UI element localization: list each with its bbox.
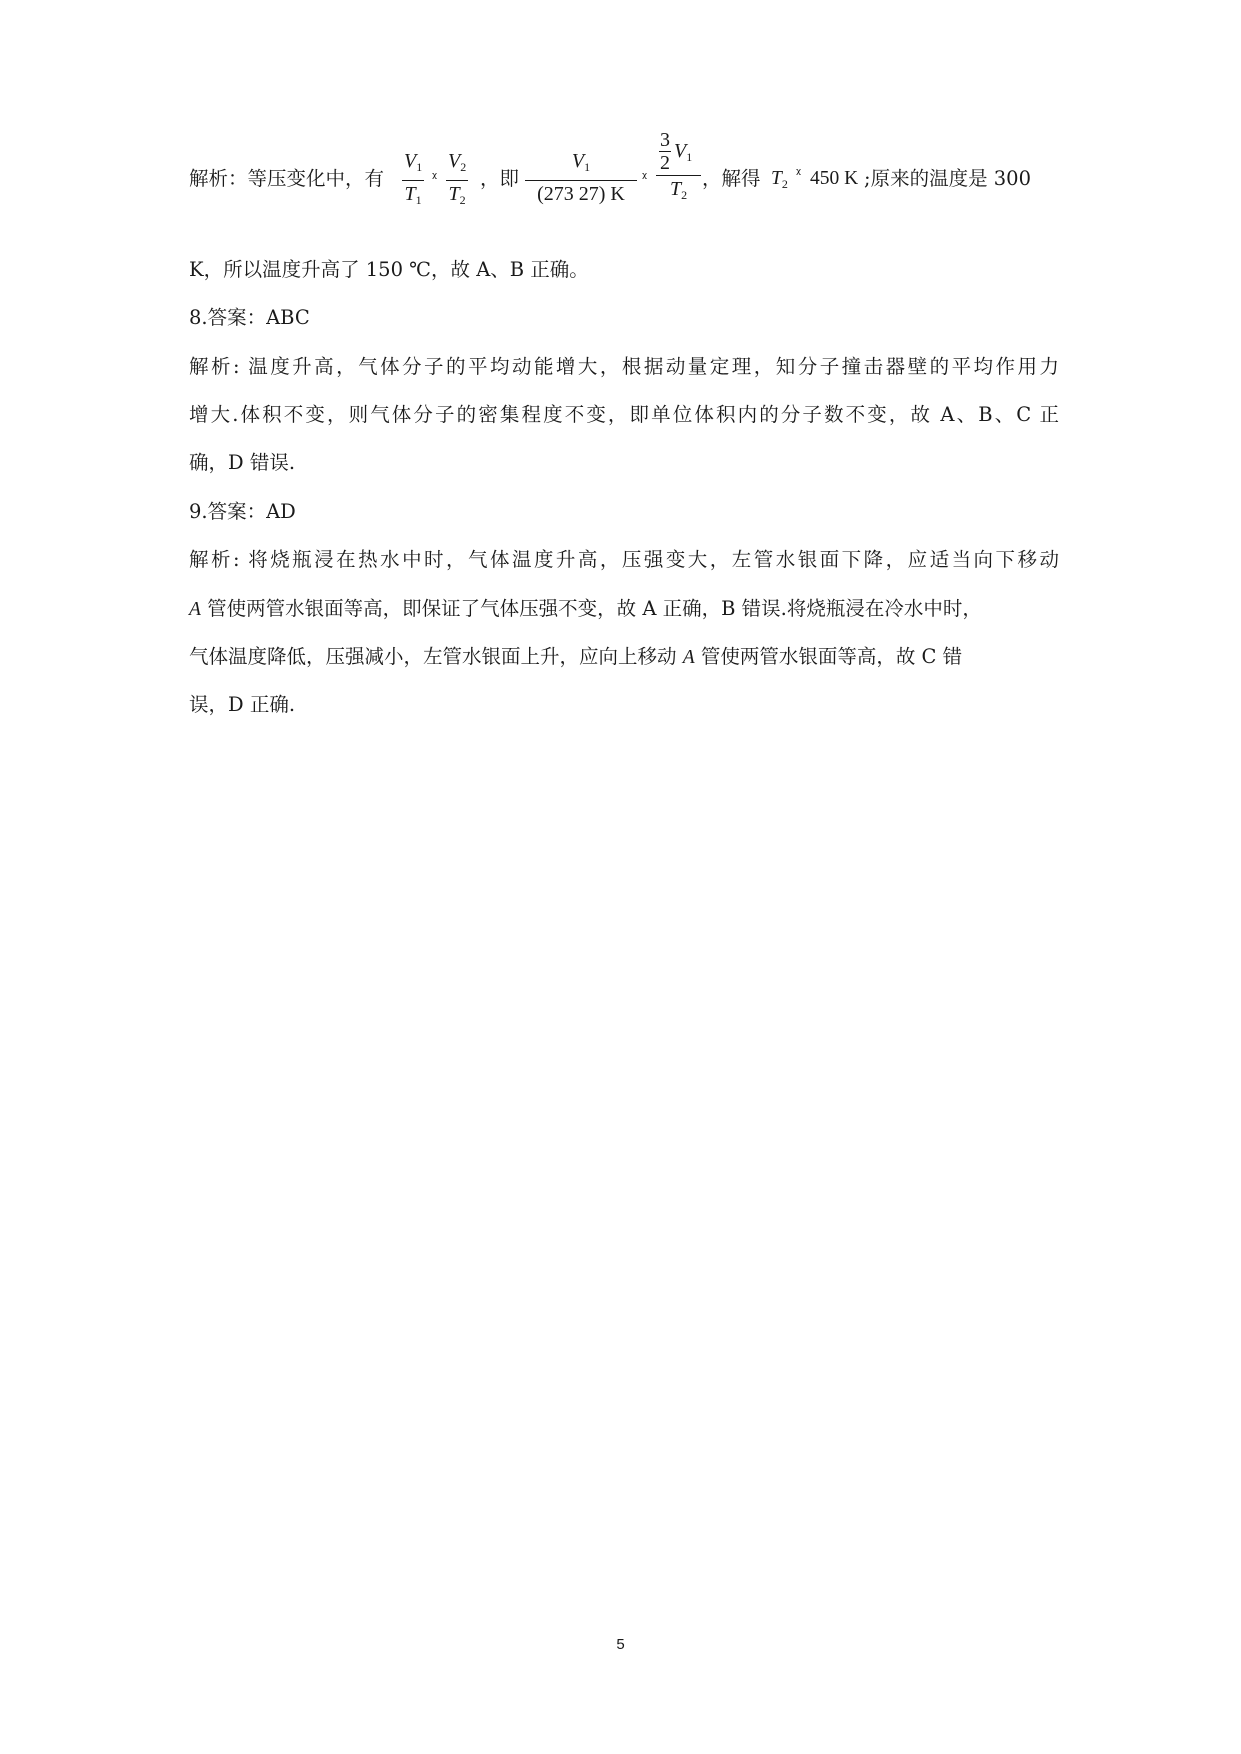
answer-9-label: 9.答案：AD [189, 500, 296, 523]
answer-8-analysis-line-3: 确，D 错误. [189, 451, 296, 474]
answer-9-analysis-line-4: 误，D 正确. [189, 693, 296, 716]
page-number: 5 [616, 1636, 625, 1653]
answer-8-analysis-line-2: 增大.体积不变，则气体分子的密集程度不变，即单位体积内的分子数不变，故 A、B、C 正 [189, 403, 1059, 426]
analysis-7-line-2: K，所以温度升高了 150 ℃，故 A、B 正确。 [189, 258, 589, 281]
equals-glyph-1: ᵡ [432, 170, 438, 186]
analysis-7-solve: ，解得 [702, 167, 761, 190]
analysis-7-rest: ;原来的温度是 300 [864, 167, 1031, 190]
answer-8-analysis-line-1: 解析: 温度升高，气体分子的平均动能增大，根据动量定理，知分子撞击器壁的平均作用力 [189, 355, 1059, 378]
t2-symbol: $T_2$ [771, 168, 788, 191]
answer-9-analysis-line-2: A 管使两管水银面等高，即保证了气体压强不变，故 A 正确，B 错误.将烧瓶浸在冷水中时， [189, 597, 982, 620]
analysis-7-result: 450 K [810, 168, 859, 189]
answer-8-label: 8.答案：ABC [189, 306, 310, 329]
equals-glyph-2: ᵡ [642, 170, 648, 186]
analysis-7-lead: 解析：等压变化中，有 [189, 167, 385, 190]
analysis-7-mid: ，即 [480, 167, 520, 190]
fraction-v1-temp: $V_1$ (273 27) K [525, 150, 637, 205]
answer-9-analysis-line-1: 解析: 将烧瓶浸在热水中时，气体温度升高，压强变大，左管水银面下降，应适当向下移动 [189, 548, 1059, 571]
equals-glyph-3: ᵡ [796, 166, 802, 182]
fraction-v1-t1: $V_1$ $T_1$ [404, 150, 423, 207]
answer-9-analysis-line-3: 气体温度降低，压强减小，左管水银面上升，应向上移动 A 管使两管水银面等高，故 C 错 [189, 645, 963, 668]
fraction-3v1-t2: 3 2 $V_1$ $T_2$ [656, 130, 701, 205]
fraction-v2-t2: $V_2$ $T_2$ [448, 150, 467, 207]
